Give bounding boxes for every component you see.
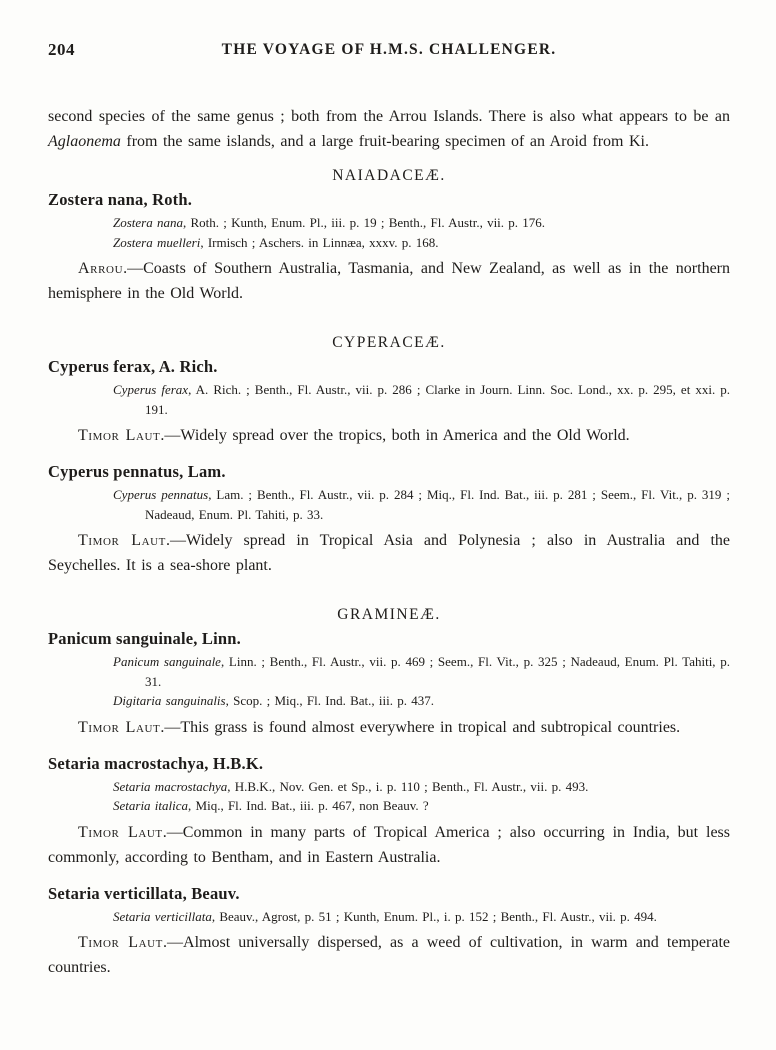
synonym-italic-name: Zostera nana — [113, 215, 183, 230]
locality-small-caps: Timor Laut — [78, 718, 161, 736]
distribution-paragraph — [48, 715, 730, 740]
species-entry-setaria-macrostachya — [48, 754, 730, 870]
species-entry-zostera-nana — [48, 190, 730, 306]
distribution-text: .—This grass is found almost everywhere in tropical and subtropical countries. — [160, 718, 681, 736]
species-name-heading: Zostera nana, Roth. — [48, 190, 193, 209]
synonym-list — [48, 213, 730, 252]
synonym-italic-name: Setaria italica — [113, 798, 189, 813]
synonym-citation-line — [48, 213, 730, 233]
species-entry-panicum-sanguinale — [48, 629, 730, 740]
locality-small-caps: Timor Laut — [78, 934, 164, 951]
synonym-citation-line — [48, 652, 730, 691]
intro-text-after: from the same islands, and a large fruit-bearing specimen of an Aroid from Ki. — [120, 133, 649, 150]
citation-text: , A. Rich. ; Benth., Fl. Austr., vii. p. 286 ; Clarke in Journ. Linn. Soc. Lond., xx. p. 295, et xxi. p. 191. — [145, 382, 730, 417]
synonym-citation-line — [48, 380, 730, 419]
distribution-text: .—Widely spread over the tropics, both in America and the Old World. — [160, 427, 630, 444]
synonym-citation-line — [48, 777, 730, 797]
species-name-heading: Setaria verticillata, Beauv. — [48, 883, 240, 903]
synonym-list — [48, 777, 730, 816]
distribution-paragraph — [48, 528, 730, 578]
species-entry-setaria-verticillata — [48, 884, 730, 981]
species-entry-cyperus-pennatus — [48, 462, 730, 578]
synonym-citation-line — [48, 691, 730, 711]
citation-text: , Roth. ; Kunth, Enum. Pl., iii. p. 19 ; Benth., Fl. Austr., vii. p. 176. — [182, 215, 546, 230]
intro-paragraph — [48, 104, 730, 154]
citation-text: , Beauv., Agrost, p. 51 ; Kunth, Enum. Pl., i. p. 152 ; Benth., Fl. Austr., vii. p. 494. — [211, 908, 657, 924]
synonym-italic-name: Cyperus pennatus — [113, 487, 209, 502]
synonym-italic-name: Zostera muelleri — [113, 234, 201, 250]
locality-small-caps: Arrou — [78, 260, 124, 277]
species-name-heading: Cyperus pennatus, Lam. — [48, 462, 226, 481]
distribution-text: .—Widely spread in Tropical Asia and Polynesia ; also in Australia and the Seychelles. It is a sea-shore plant. — [48, 532, 730, 574]
citation-text: , Lam. ; Benth., Fl. Austr., vii. p. 284 ; Miq., Fl. Ind. Bat., iii. p. 281 ; Seem., Fl. Vit., p. 319 ; Nadeaud, Enum. Pl. Tahiti, p. 33. — [145, 487, 730, 522]
page-number: 204 — [48, 40, 75, 59]
synonym-italic-name: Panicum sanguinale — [113, 654, 221, 669]
synonym-list — [48, 907, 730, 927]
synonym-italic-name: Digitaria sanguinalis — [113, 693, 226, 708]
page-body — [48, 104, 730, 980]
section-heading-gramineae: GRAMINEÆ. — [337, 606, 441, 623]
locality-small-caps: Timor Laut — [78, 532, 166, 549]
citation-text: , Scop. ; Miq., Fl. Ind. Bat., iii. p. 437. — [225, 693, 434, 708]
synonym-citation-line — [48, 907, 730, 927]
citation-text: , Miq., Fl. Ind. Bat., iii. p. 467, non Beauv. ? — [188, 798, 429, 813]
distribution-text: .—Almost universally dispersed, as a weed of cultivation, in warm and temperate countries. — [48, 934, 730, 976]
synonym-list — [48, 485, 730, 524]
synonym-italic-name: Cyperus ferax — [113, 382, 189, 397]
synonym-italic-name: Setaria macrostachya — [113, 778, 228, 794]
species-entry-cyperus-ferax — [48, 357, 730, 448]
species-name-heading: Cyperus ferax, A. Rich. — [48, 357, 218, 376]
genus-name-italic: Aglaonema — [48, 133, 121, 150]
distribution-paragraph — [48, 930, 730, 980]
citation-text: , Linn. ; Benth., Fl. Austr., vii. p. 469 ; Seem., Fl. Vit., p. 325 ; Nadeaud, Enum. Pl. Tahiti, p. 31. — [145, 654, 730, 689]
synonym-list — [48, 652, 730, 711]
section-heading-cyperaceae: CYPERACEÆ. — [332, 334, 446, 351]
page-header — [48, 40, 730, 60]
citation-text: , Irmisch ; Aschers. in Linnæa, xxxv. p. 168. — [200, 234, 439, 250]
distribution-paragraph — [48, 423, 730, 448]
species-name-heading: Setaria macrostachya, H.B.K. — [48, 753, 264, 773]
distribution-paragraph — [48, 256, 730, 306]
running-title: THE VOYAGE OF H.M.S. CHALLENGER. — [221, 41, 557, 58]
citation-text: , H.B.K., Nov. Gen. et Sp., i. p. 110 ; Benth., Fl. Austr., vii. p. 493. — [227, 778, 589, 794]
distribution-paragraph — [48, 820, 730, 870]
synonym-citation-line — [48, 485, 730, 524]
synonym-list — [48, 380, 730, 419]
synonym-citation-line — [48, 796, 730, 816]
species-name-heading: Panicum sanguinale, Linn. — [48, 629, 241, 648]
section-heading-naiadaceae: NAIADACEÆ. — [332, 167, 446, 184]
synonym-italic-name: Setaria verticillata — [113, 908, 212, 924]
locality-small-caps: Timor Laut — [78, 823, 163, 841]
distribution-text: .—Common in many parts of Tropical America ; also occurring in India, but less commonly, according to Bentham, and in Eastern Australia. — [48, 823, 730, 866]
locality-small-caps: Timor Laut — [78, 427, 161, 444]
intro-text-before: second species of the same genus ; both from the Arrou Islands. There is also what appears to be an — [48, 108, 730, 125]
synonym-citation-line — [48, 233, 730, 253]
distribution-text: .—Coasts of Southern Australia, Tasmania, and New Zealand, as well as in the northern hemisphere in the Old World. — [48, 260, 730, 302]
